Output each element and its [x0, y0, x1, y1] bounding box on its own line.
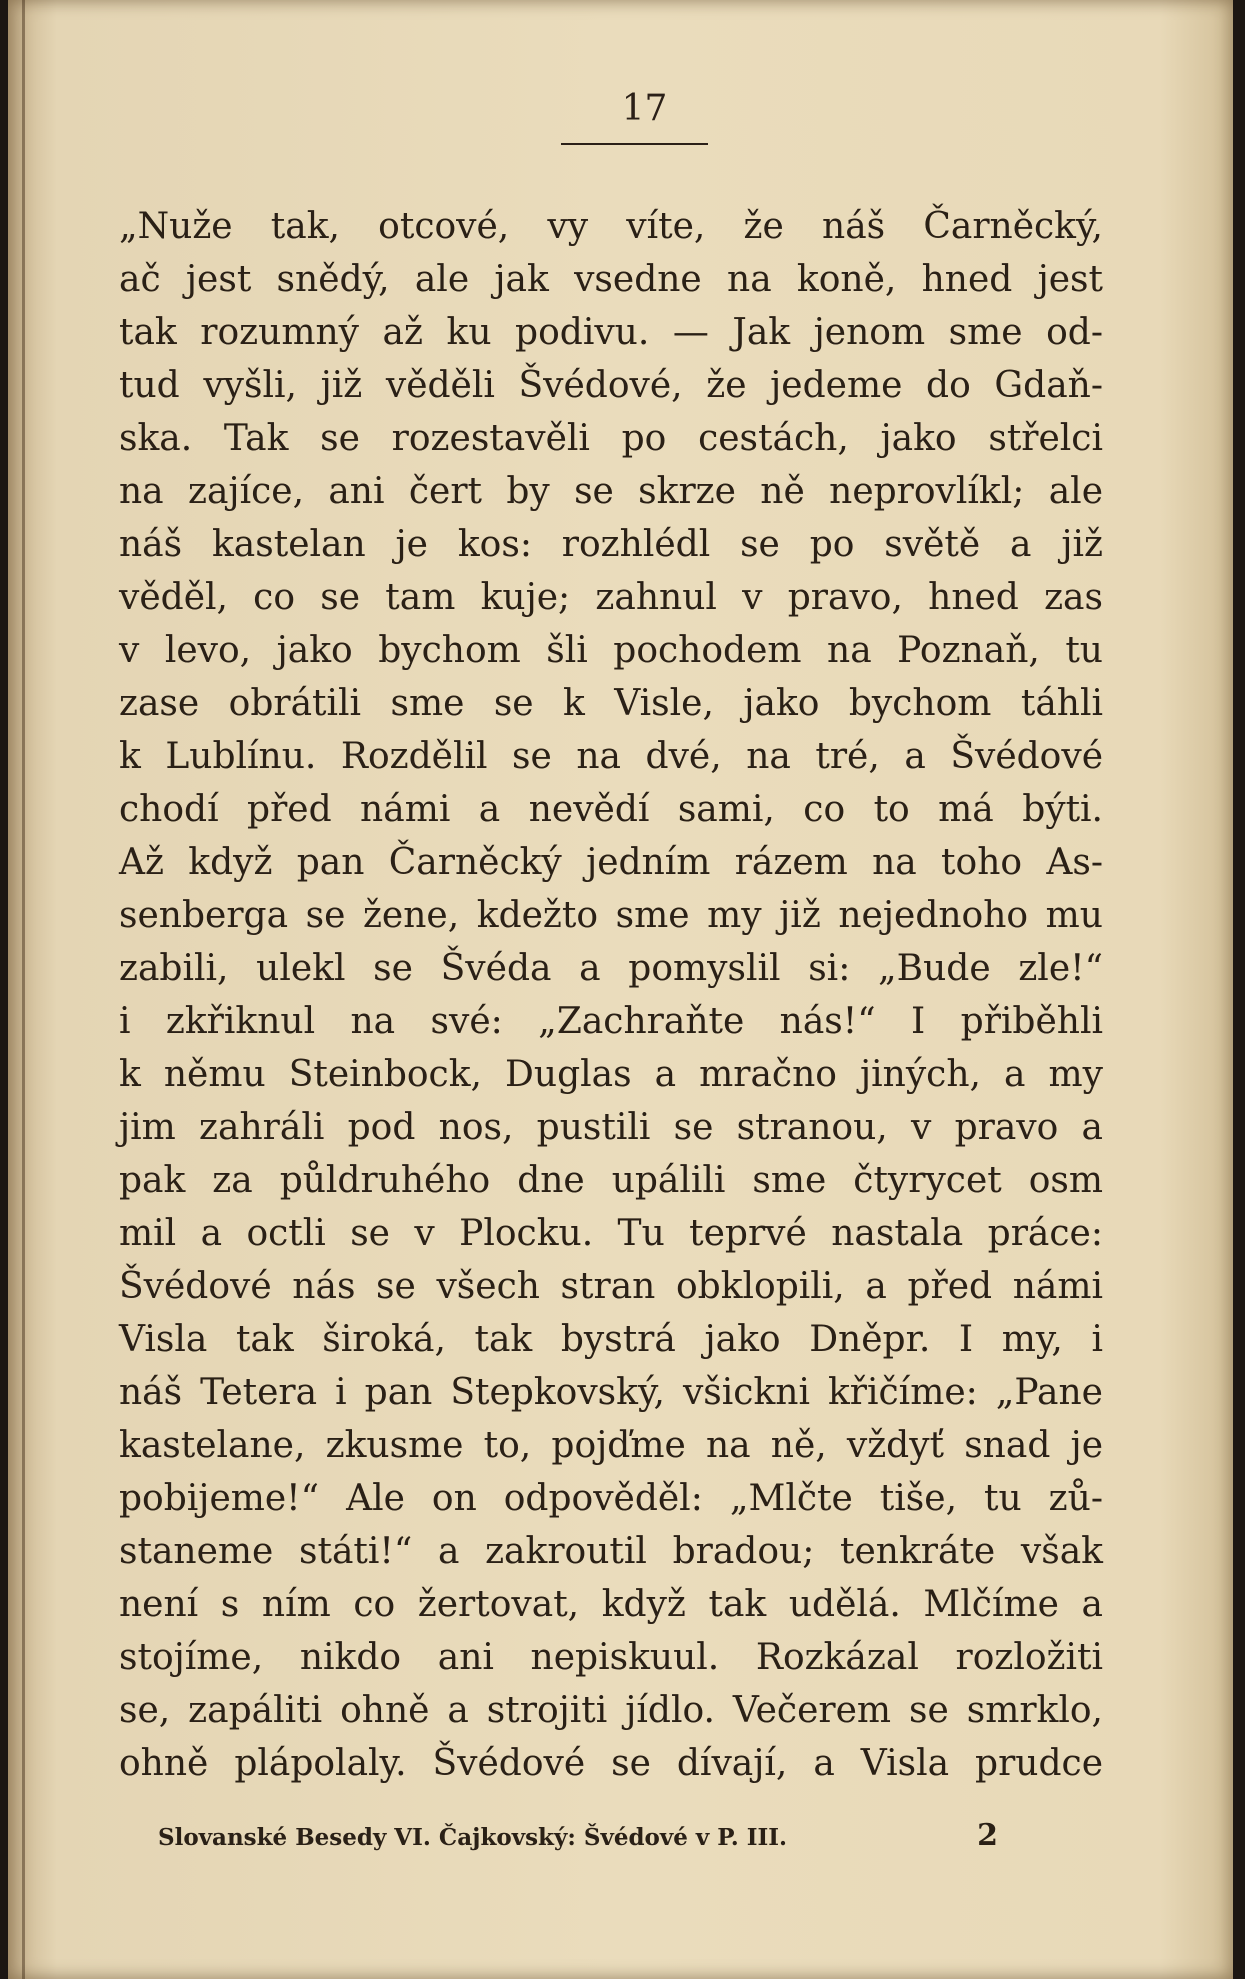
- text-line: Visla tak široká, tak bystrá jako Dněpr. I my, i: [119, 1319, 1103, 1360]
- text-line: kastelane, zkusme to, pojďme na ně, vždyť snad je: [119, 1425, 1103, 1466]
- text-line: náš Tetera i pan Stepkovský, všickni křičíme: „Pane: [119, 1372, 1103, 1413]
- book-page: [8, 0, 1233, 1979]
- text-line: k Lublínu. Rozdělil se na dvé, na tré, a Švédové: [119, 736, 1103, 777]
- text-line: tak rozumný až ku podivu. — Jak jenom sme od-: [119, 312, 1103, 353]
- text-line: se, zapáliti ohně a strojiti jídlo. Večerem se smrklo,: [119, 1690, 1103, 1731]
- text-line: senberga se žene, kdežto sme my již nejednoho mu: [119, 895, 1103, 936]
- text-line: tud vyšli, již věděli Švédové, že jedeme do Gdaň-: [119, 365, 1103, 406]
- text-line: Až když pan Čarněcký jedním rázem na toho As-: [119, 842, 1103, 883]
- text-line: jim zahráli pod nos, pustili se stranou, v pravo a: [119, 1107, 1103, 1148]
- text-line: Švédové nás se všech stran obklopili, a před námi: [119, 1266, 1103, 1307]
- page-number: 17: [621, 88, 668, 129]
- text-line: k němu Steinbock, Duglas a mračno jiných, a my: [119, 1054, 1103, 1095]
- text-line: ska. Tak se rozestavěli po cestách, jako střelci: [119, 418, 1103, 459]
- text-line: mil a octli se v Plocku. Tu teprvé nastala práce:: [119, 1213, 1103, 1254]
- text-line: na zajíce, ani čert by se skrze ně neprovlíkl; ale: [119, 471, 1103, 512]
- footer-imprint: Slovanské Besedy VI. Čajkovský: Švédové v P. III.: [158, 1824, 788, 1851]
- page-footer: [158, 1818, 1038, 1853]
- signature-mark: 2: [977, 1818, 998, 1853]
- text-line: pobijeme!“ Ale on odpověděl: „Mlčte tiše, tu zů-: [119, 1478, 1103, 1519]
- body-text: [119, 200, 1103, 1790]
- text-line: ohně plápolaly. Švédové se dívají, a Visla prudce: [119, 1743, 1103, 1784]
- text-line: ač jest snědý, ale jak vsedne na koně, hned jest: [119, 259, 1103, 300]
- text-line: pak za půldruhého dne upálili sme čtyrycet osm: [119, 1160, 1103, 1201]
- text-line: zabili, ulekl se Švéda a pomyslil si: „Bude zle!“: [119, 948, 1103, 989]
- text-line: chodí před námi a nevědí sami, co to má býti.: [119, 789, 1103, 830]
- text-line: „Nuže tak, otcové, vy víte, že náš Čarněcký,: [119, 206, 1103, 247]
- text-line: věděl, co se tam kuje; zahnul v pravo, hned zas: [119, 577, 1103, 618]
- text-line: staneme státi!“ a zakroutil bradou; tenkráte však: [119, 1531, 1103, 1572]
- text-line: zase obrátili sme se k Visle, jako bychom táhli: [119, 683, 1103, 724]
- text-line: i zkřiknul na své: „Zachraňte nás!“ I přiběhli: [119, 1001, 1103, 1042]
- page-spine-shadow: [22, 0, 25, 1979]
- text-line: není s ním co žertovat, když tak udělá. Mlčíme a: [119, 1584, 1103, 1625]
- text-line: v levo, jako bychom šli pochodem na Poznaň, tu: [119, 630, 1103, 671]
- page-number-rule: [561, 143, 708, 145]
- text-line: náš kastelan je kos: rozhlédl se po světě a již: [119, 524, 1103, 565]
- text-line: stojíme, nikdo ani nepiskuul. Rozkázal rozložiti: [119, 1637, 1103, 1678]
